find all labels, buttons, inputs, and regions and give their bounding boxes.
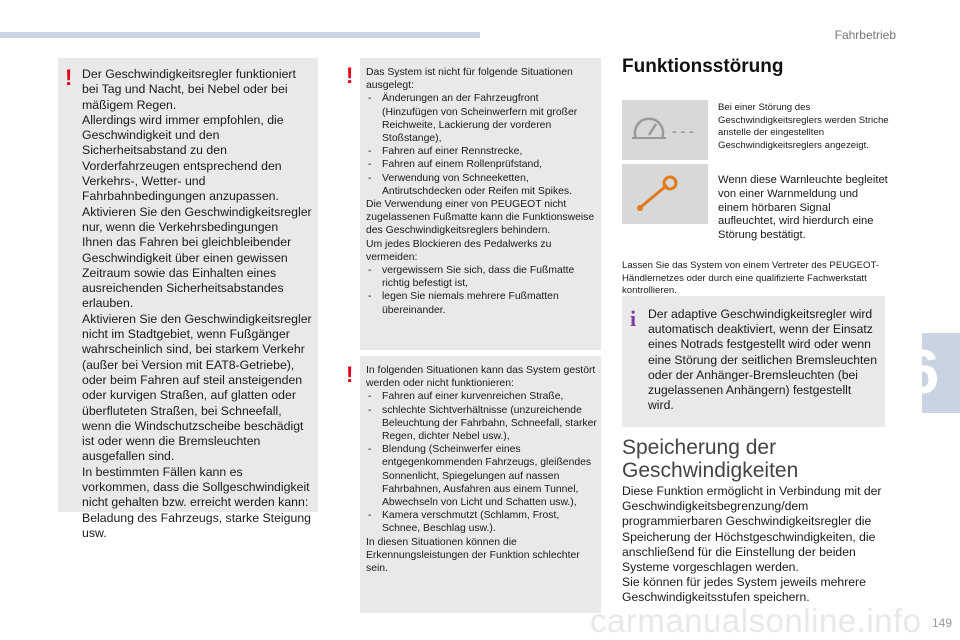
warning-box-disturbances [346,356,601,613]
speedometer-dashes-icon [622,100,708,160]
warning-middle: Die Verwendung einer von PEUGEOT nicht zugelassenen Fußmatte kann die Funktionsweise des Geschwindigkeitsreglers behindern. Um jedes Blockieren des Pedalwerks zu vermeiden: [366,199,595,263]
warning-content [366,364,597,575]
warning-list [366,264,597,317]
speed-storage-title: Speicherung der Geschwindigkeiten [622,436,799,482]
warning-list [366,390,597,535]
warning-box-system-limits [346,58,601,350]
list-item: - Fahren auf einer Rennstrecke, [366,145,597,158]
dash-display: - - - [672,123,694,139]
warning-box-speed-regulator [58,58,318,540]
list-item: - Kamera verschmutzt (Schlamm, Frost, Schnee, Beschlag usw.). [366,509,597,535]
list-item: - vergewissern Sie sich, dass die Fußmatte richtig befestigt ist, [366,264,597,290]
info-text: Der adaptive Geschwindigkeitsregler wird automatisch deaktiviert, wenn der Einsatz eines Notrads festgestellt wird oder wenn eine Störung der seitlichen Bremsleuchten oder der Anhänger-Bremsleuchten (bei zugelassenen Anhängern) festgestellt wird. [648,307,877,413]
watermark: carmanualsonline.info [590,602,922,639]
warning-icon: ! [346,63,354,88]
wrench-warning-icon [622,164,708,224]
info-box [622,296,885,427]
list-item: - Blendung (Scheinwerfer eines entgegenkommenden Fahrzeugs, gleißendes Sonnenlicht, Spiegelungen auf nassen Fahrbahnen, Ausfahren aus einem Tunnel, Abwechseln von Licht und Schatten usw.), [366,443,597,509]
list-item: - Fahren auf einer kurvenreichen Straße, [366,390,597,403]
info-icon: i [630,306,637,331]
list-item: - legen Sie niemals mehrere Fußmatten übereinander. [366,290,597,316]
malfunction-desc-2: Wenn diese Warnleuchte begleitet von einer Warnmeldung und einem hörbaren Signal aufleuchtet, wird hierdurch eine Störung bestätigt. [718,174,888,242]
list-item: - Änderungen an der Fahrzeugfront (Hinzufügen von Scheinwerfern mit großer Reichweite, Lackierung der vorderen Stoßstange), [366,92,597,145]
warning-icon: ! [65,65,73,90]
list-item: - Verwendung von Schneeketten, Antirutschdecken oder Reifen mit Spikes. [366,172,597,198]
warning-text: Der Geschwindigkeitsregler funktioniert bei Tag und Nacht, bei Nebel oder bei mäßigem Regen. Allerdings wird immer empfohlen, die Geschwindigkeit und den Sicherheitsabstand zu den Vorderfahrzeugen entsprechend den Verkehrs-, Wetter- und Fahrbahnbedingungen anzupassen. Aktivieren Sie den Geschwindigkeitsregler nur, wenn die Verkehrsbedingungen Ihnen das Fahren bei gleichbleibender Geschwindigkeit über einen gewissen Zeitraum sowie das Einhalten eines ausreichenden Sicherheitsabstandes erlauben. Aktivieren Sie den Geschwindigkeitsregler nicht im Stadtgebiet, wenn Fußgänger wahrscheinlich sind, bei starkem Verkehr (außer bei Version mit EAT8-Getriebe), oder beim Fahren auf steil ansteigenden oder kurvigen Straßen, auf glatten oder überfluteten Straßen, bei Schneefall, wenn die Windschutzscheibe beschädigt ist oder wenn die Bremsleuchten ausgefallen sind. In bestimmten Fällen kann es vorkommen, dass die Sollgeschwindigkeit nicht gehalten bzw. erreicht werden kann: Beladung des Fahrzeugs, starke Steigung usw. [82,67,312,540]
speed-storage-text: Diese Funktion ermöglicht in Verbindung mit der Geschwindigkeitsbegrenzung/dem programmierbaren Geschwindigkeitsregler die Speicherung der Höchstgeschwindigkeiten, die anschließend für die Einstellung der beiden Systeme vorgeschlagen werden. Sie können für jedes System jeweils mehrere Geschwindigkeitsstufen speichern. [622,484,882,605]
list-item: - Fahren auf einem Rollenprüfstand, [366,158,597,171]
header-bar [0,32,480,38]
warning-content [366,66,597,317]
dealer-note: Lassen Sie das System von einem Vertreter des PEUGEOT-Händlernetzes oder durch eine qualifizierte Fachwerkstatt kontrollieren. [622,260,880,297]
chapter-number: 6 [904,338,940,407]
list-item: - schlechte Sichtverhältnisse (unzureichende Beleuchtung der Fahrbahn, Schneefall, starker Regen, dichter Nebel usw.), [366,404,597,444]
warning-list [366,92,597,198]
warning-intro: In folgenden Situationen kann das System gestört werden oder nicht funktionieren: [366,365,596,390]
warning-light-tile [622,164,708,224]
speed-display-tile [622,100,708,160]
section-title: Fahrbetrieb [834,28,896,42]
warning-outro: In diesen Situationen können die Erkennungsleistungen der Funktion schlechter sein. [366,536,580,575]
malfunction-title: Funktionsstörung [622,56,784,77]
warning-icon: ! [346,362,354,387]
warning-intro: Das System ist nicht für folgende Situationen ausgelegt: [366,67,573,92]
malfunction-desc-1: Bei einer Störung des Geschwindigkeitsreglers werden Striche anstelle der eingestellten Geschwindigkeitsreglers angezeigt. [718,102,889,151]
page-number: 149 [931,616,952,630]
